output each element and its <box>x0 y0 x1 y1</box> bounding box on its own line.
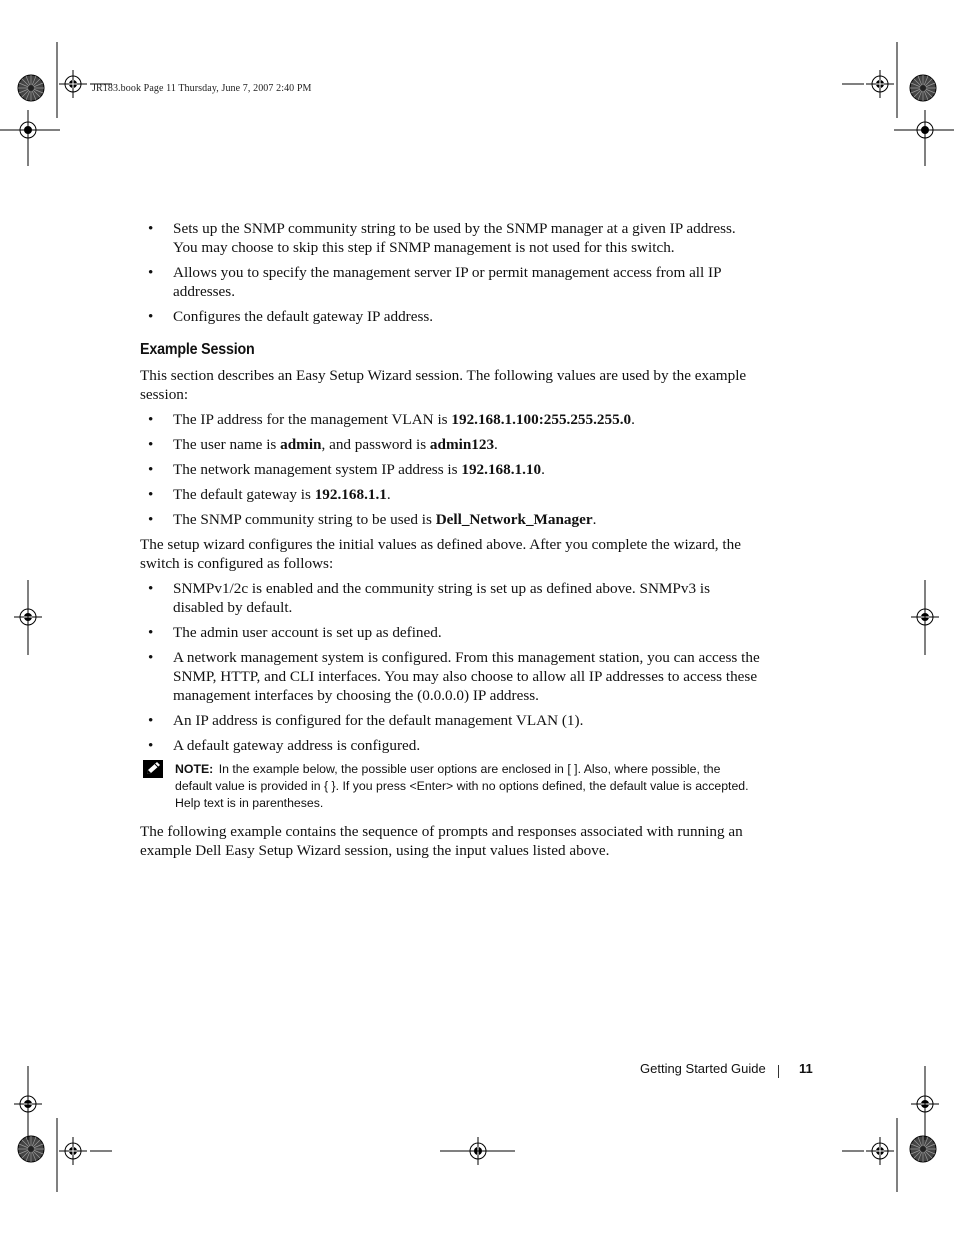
registration-mark-top-right <box>866 70 894 98</box>
starburst-color-target-top-left <box>18 75 44 101</box>
list-item: • The default gateway is 192.168.1.1. <box>148 486 391 503</box>
list-item: • SNMPv1/2c is enabled and the community string is set up as defined above. SNMPv3 is disabled by default. <box>148 580 710 616</box>
example-values-list <box>140 410 760 529</box>
list-item: • The network management system IP address is 192.168.1.10. <box>148 461 545 478</box>
bullet-icon: • <box>148 624 154 641</box>
bullet-icon: • <box>148 649 154 666</box>
list-item: • Sets up the SNMP community string to be used by the SNMP manager at a given IP address. You may choose to skip this step if SNMP management is not used for this switch. <box>148 220 736 256</box>
gateway-value: 192.168.1.1 <box>314 486 387 503</box>
starburst-color-target-bottom-right <box>910 1136 936 1162</box>
list-item: • The user name is admin, and password is admin123. <box>148 436 498 453</box>
starburst-color-target-bottom-left <box>18 1136 44 1162</box>
config-intro: The setup wizard configures the initial values as defined above. After you complete the wizard, the switch is configured as follows: <box>140 536 741 572</box>
config-bullet-list <box>140 579 760 755</box>
password-value: admin123 <box>429 436 495 453</box>
registration-mark-top-left <box>59 70 87 98</box>
print-header-file-info: JR183.book Page 11 Thursday, June 7, 2007 2:40 PM <box>92 83 312 94</box>
community-string-value: Dell_Network_Manager <box>435 511 593 528</box>
bullet-icon: • <box>148 580 154 597</box>
section-intro: This section describes an Easy Setup Wizard session. The following values are used by the example session: <box>140 367 747 403</box>
footer-divider <box>778 1065 779 1078</box>
username-value: admin <box>280 436 322 453</box>
vlan-ip-value: 192.168.1.100:255.255.255.0 <box>451 411 632 428</box>
page-number: 11 <box>799 1061 813 1076</box>
list-item: • The SNMP community string to be used is Dell_Network_Manager. <box>148 511 597 528</box>
bullet-icon: • <box>148 737 154 754</box>
bullet-icon: • <box>148 411 154 428</box>
list-item: • Allows you to specify the management server IP or permit management access from all IP addresses. <box>148 264 721 300</box>
intro-bullet-list <box>140 219 760 326</box>
guide-title: Getting Started Guide <box>640 1061 766 1076</box>
note-label: NOTE: <box>175 762 214 776</box>
registration-mark-bottom-left <box>59 1137 87 1165</box>
note-text: In the example below, the possible user options are enclosed in [ ]. Also, where possible, the default value is provided in { }. If you press <Enter> with no options defined, the default value is accepted. Help text is in parentheses. <box>175 762 749 810</box>
section-heading: Example Session <box>140 341 255 358</box>
list-item: • Configures the default gateway IP address. <box>148 308 434 325</box>
bullet-icon: • <box>148 461 154 478</box>
bullet-icon: • <box>148 511 154 528</box>
list-item: • The admin user account is set up as defined. <box>148 624 442 641</box>
closing-paragraph: The following example contains the sequence of prompts and responses associated with running an example Dell Easy Setup Wizard session, using the input values listed above. <box>140 823 743 859</box>
pencil-note-icon <box>142 759 164 784</box>
bullet-icon: • <box>148 264 154 281</box>
bullet-icon: • <box>148 712 154 729</box>
list-item: • An IP address is configured for the default management VLAN (1). <box>148 712 584 729</box>
bullet-icon: • <box>148 436 154 453</box>
bullet-icon: • <box>148 308 154 325</box>
bullet-icon: • <box>148 220 154 237</box>
list-item: • A default gateway address is configured. <box>148 737 421 754</box>
note-callout <box>140 761 760 812</box>
page-body <box>140 219 760 866</box>
list-item: • The IP address for the management VLAN is 192.168.1.100:255.255.255.0. <box>148 411 635 428</box>
registration-mark-bottom-right <box>866 1137 894 1165</box>
nms-ip-value: 192.168.1.10 <box>461 461 542 478</box>
bullet-icon: • <box>148 486 154 503</box>
page-footer <box>640 1061 813 1076</box>
list-item: • A network management system is configured. From this management station, you can access the SNMP, HTTP, and CLI interfaces. You may also choose to allow all IP addresses to access these management interfaces by choosing the (0.0.0.0) IP address. <box>148 649 760 704</box>
starburst-color-target-top-right <box>910 75 936 101</box>
